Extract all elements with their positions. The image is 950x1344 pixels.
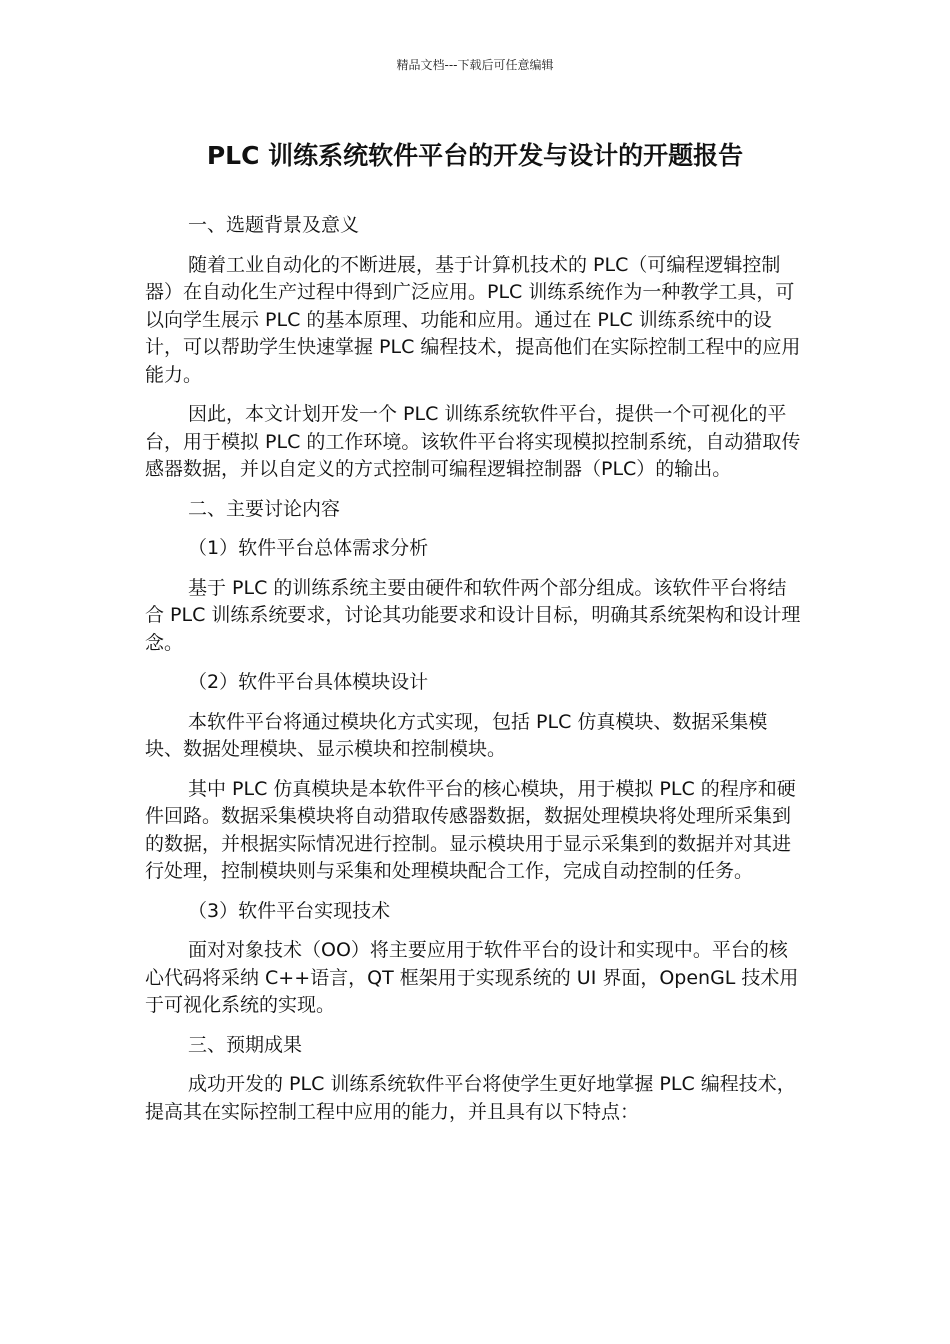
section-heading-background: 一、选题背景及意义 (188, 214, 360, 236)
section-heading-expected-results: 三、预期成果 (188, 1033, 303, 1056)
subheading-requirements: （1）软件平台总体需求分析 (188, 537, 429, 559)
paragraph-background-2: 因此，本文计划开发一个 PLC 训练系统软件平台，提供一个可视化的平台，用于模拟 PLC 的工作环境。该软件平台将实现模拟控制系统，自动猎取传感器数据，并以自定义的方式控制可编程逻辑控制器（PLC）的输出。 (145, 403, 801, 480)
paragraph-module-design-1: 本软件平台将通过模块化方式实现，包括 PLC 仿真模块、数据采集模块、数据处理模块、显示模块和控制模块。 (145, 710, 768, 760)
paragraph-implementation: 面对对象技术（OO）将主要应用于软件平台的设计和实现中。平台的核心代码将采纳 C++语言，QT 框架用于实现系统的 UI 界面，OpenGL 技术用于可视化系统的实现。 (145, 939, 799, 1016)
paragraph-requirements: 基于 PLC 的训练系统主要由硬件和软件两个部分组成。该软件平台将结合 PLC 训练系统要求，讨论其功能要求和设计目标，明确其系统架构和设计理念。 (145, 576, 801, 654)
paragraph-background-1: 随着工业自动化的不断进展，基于计算机技术的 PLC（可编程逻辑控制器）在自动化生产过程中得到广泛应用。PLC 训练系统作为一种教学工具，可以向学生展示 PLC 的基本原理、功能和应用。通过在 PLC 训练系统中的设计，可以帮助学生快速掌握 PLC 编程技术，提高他们在实际控制工程中的应用能力。 (145, 253, 801, 386)
section-heading-research-content: 二、主要讨论内容 (188, 497, 341, 520)
paragraph-module-design-2: 其中 PLC 仿真模块是本软件平台的核心模块，用于模拟 PLC 的程序和硬件回路。数据采集模块将自动猎取传感器数据，数据处理模块将处理所采集到的数据，并根据实际情况进行控制。显示模块用于显示采集到的数据并对其进行处理，控制模块则与采集和处理模块配合工作，完成自动控制的任务。 (145, 777, 796, 882)
page-header: 精品文档---下载后可任意编辑 (396, 58, 554, 72)
paragraph-expected-results: 成功开发的 PLC 训练系统软件平台将使学生更好地掌握 PLC 编程技术，提高其在实际控制工程中应用的能力，并且具有以下特点： (145, 1073, 796, 1123)
subheading-module-design: （2）软件平台具体模块设计 (188, 671, 429, 693)
subheading-implementation: （3）软件平台实现技术 (188, 899, 391, 922)
document-title: PLC 训练系统软件平台的开发与设计的开题报告 (206, 141, 744, 170)
document-body (145, 137, 805, 1138)
